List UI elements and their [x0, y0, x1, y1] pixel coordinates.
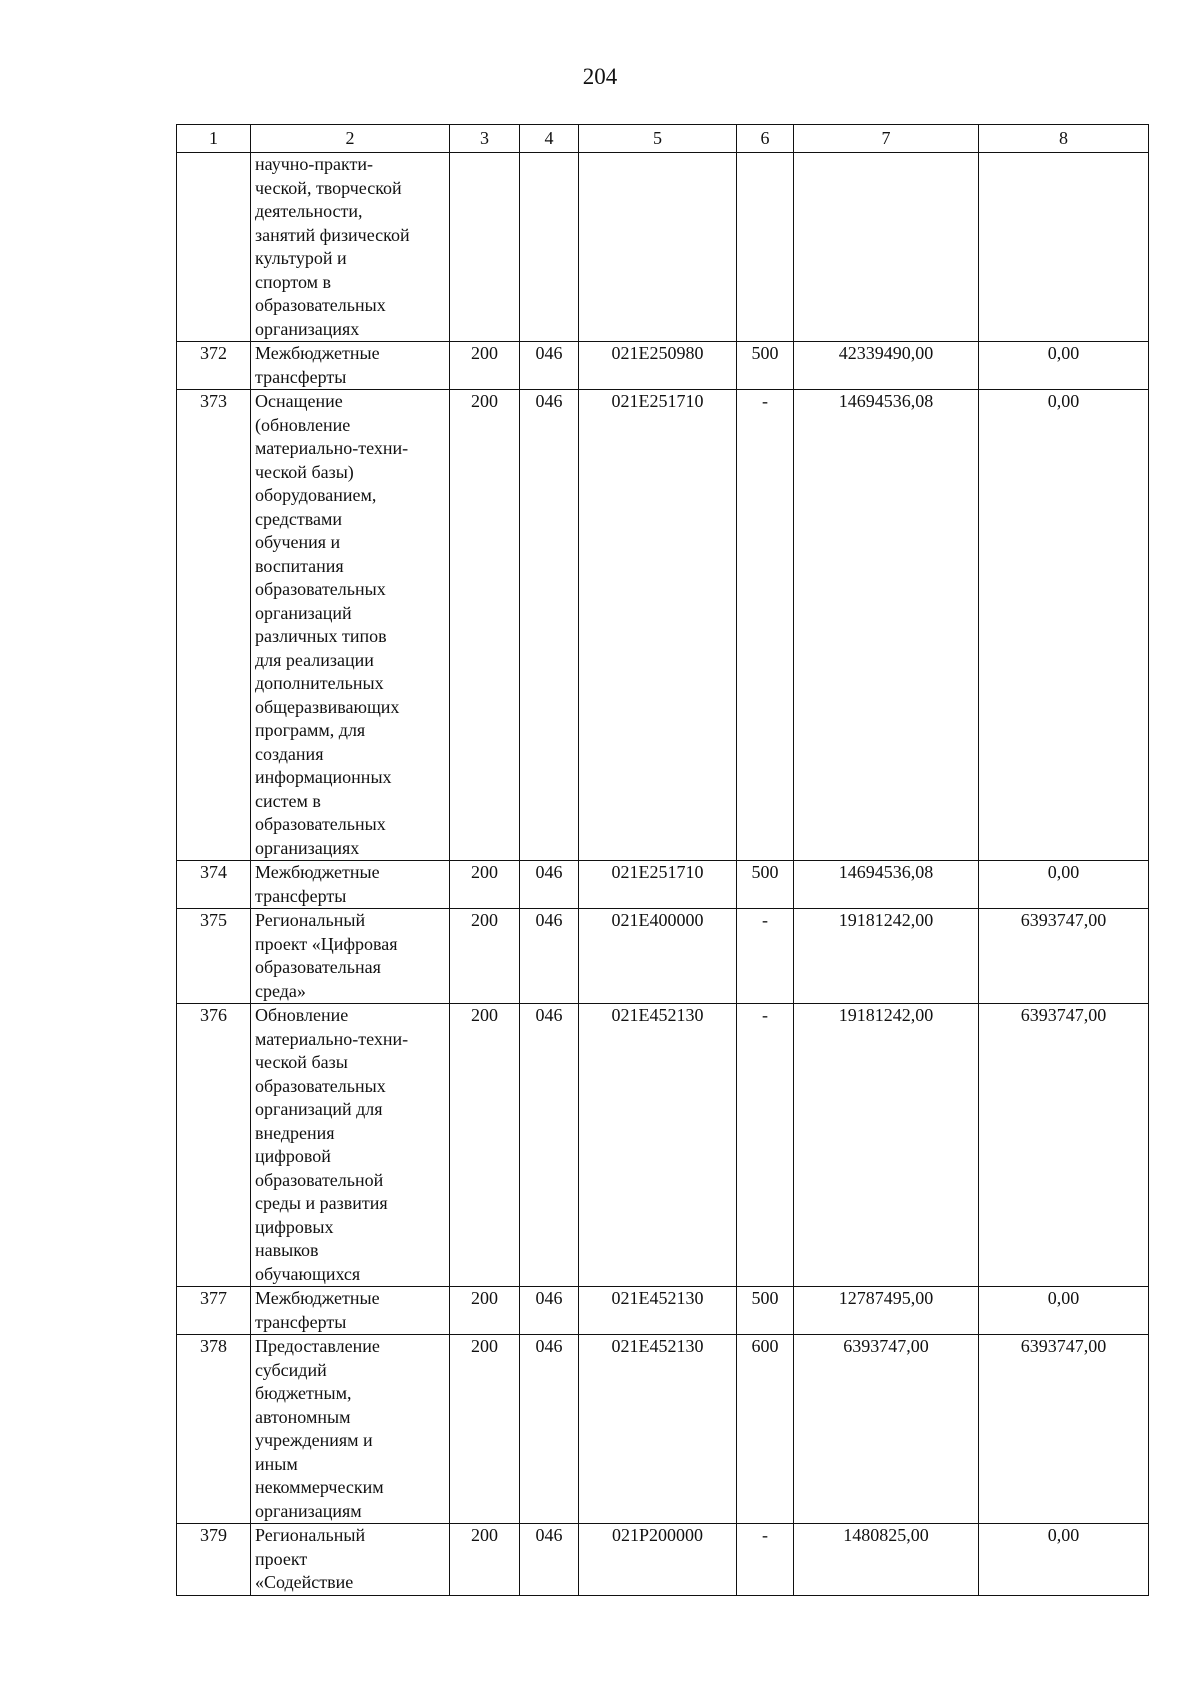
- row-number: 376: [177, 1004, 251, 1287]
- name-line: цифровой: [255, 1146, 331, 1166]
- cell-col-7: 19181242,00: [794, 909, 979, 1004]
- name-line: обучения и: [255, 532, 341, 552]
- cell-col-4: 046: [520, 1335, 579, 1524]
- name-line: проект: [255, 1548, 308, 1569]
- cell-col-4: 046: [520, 390, 579, 861]
- name-line: создания: [255, 743, 324, 764]
- cell-col-4: 046: [520, 1524, 579, 1596]
- name-line: образовательных: [255, 814, 386, 834]
- cell-col-8: 0,00: [979, 861, 1149, 909]
- row-name: [251, 861, 450, 909]
- row-number: 374: [177, 861, 251, 909]
- name-line: образовательных: [255, 1075, 386, 1096]
- name-line: образовательных: [255, 295, 386, 315]
- table-row: [177, 1335, 1149, 1524]
- cell-col-3: [450, 153, 520, 342]
- cell-col-3: 200: [450, 342, 520, 390]
- name-line: образовательной: [255, 1169, 384, 1190]
- name-line: образовательных: [255, 579, 386, 599]
- header-col-1: 1: [177, 125, 251, 153]
- name-line: воспитания: [255, 555, 344, 576]
- name-line: Межбюджетные: [255, 862, 380, 882]
- cell-col-4: 046: [520, 1287, 579, 1335]
- cell-col-4: 046: [520, 909, 579, 1004]
- cell-col-7: 19181242,00: [794, 1004, 979, 1287]
- name-line: программ, для: [255, 720, 366, 740]
- cell-col-5: [579, 153, 737, 342]
- cell-col-7: 6393747,00: [794, 1335, 979, 1524]
- name-line: дополнительных: [255, 673, 384, 693]
- cell-col-5: 021E452130: [579, 1004, 737, 1287]
- name-line: Межбюджетные: [255, 1288, 380, 1308]
- table-row: [177, 1004, 1149, 1287]
- name-line: Межбюджетные: [255, 343, 380, 363]
- name-line: ческой, творческой: [255, 177, 402, 198]
- row-name: [251, 390, 450, 861]
- header-col-3: 3: [450, 125, 520, 153]
- name-line: информационных: [255, 767, 392, 787]
- cell-col-3: 200: [450, 1524, 520, 1596]
- cell-col-7: 1480825,00: [794, 1524, 979, 1596]
- cell-col-8: 0,00: [979, 390, 1149, 861]
- page-number: 204: [582, 64, 618, 89]
- cell-col-5: 021E400000: [579, 909, 737, 1004]
- name-line: Региональный: [255, 910, 366, 930]
- name-line: занятий физической: [255, 224, 410, 245]
- row-name: [251, 1524, 450, 1596]
- header-col-4: 4: [520, 125, 579, 153]
- name-line: Предоставление: [255, 1336, 380, 1356]
- name-line: автономным: [255, 1406, 351, 1427]
- name-line: бюджетным,: [255, 1383, 352, 1403]
- name-line: образовательная: [255, 957, 381, 977]
- name-line: трансферты: [255, 366, 347, 387]
- cell-col-8: 6393747,00: [979, 1335, 1149, 1524]
- row-number: 378: [177, 1335, 251, 1524]
- cell-col-7: 12787495,00: [794, 1287, 979, 1335]
- table-row: [177, 1287, 1149, 1335]
- cell-col-5: 021E251710: [579, 390, 737, 861]
- row-number: 372: [177, 342, 251, 390]
- cell-col-5: 021P200000: [579, 1524, 737, 1596]
- cell-col-3: 200: [450, 390, 520, 861]
- name-line: оборудованием,: [255, 485, 377, 505]
- name-line: для реализации: [255, 649, 374, 670]
- header-col-7: 7: [794, 125, 979, 153]
- cell-col-6: 500: [737, 342, 794, 390]
- cell-col-7: 14694536,08: [794, 861, 979, 909]
- row-name: [251, 153, 450, 342]
- row-name: [251, 1287, 450, 1335]
- row-number: 377: [177, 1287, 251, 1335]
- name-line: материально-техни-: [255, 1028, 409, 1049]
- header-row: [177, 125, 1149, 153]
- cell-col-4: 046: [520, 342, 579, 390]
- name-line: проект «Цифровая: [255, 933, 398, 954]
- cell-col-3: 200: [450, 1004, 520, 1287]
- name-line: материально-техни-: [255, 438, 409, 458]
- row-name: [251, 1335, 450, 1524]
- name-line: различных типов: [255, 626, 387, 646]
- cell-col-6: [737, 153, 794, 342]
- row-number: [177, 153, 251, 342]
- name-line: ческой базы: [255, 1052, 348, 1072]
- name-line: организаций: [255, 602, 352, 623]
- budget-table: [176, 124, 1149, 1596]
- cell-col-3: 200: [450, 1335, 520, 1524]
- name-line: обучающихся: [255, 1263, 361, 1284]
- row-name: [251, 342, 450, 390]
- name-line: среда»: [255, 980, 306, 1001]
- name-line: трансферты: [255, 885, 347, 906]
- cell-col-8: 6393747,00: [979, 1004, 1149, 1287]
- cell-col-7: [794, 153, 979, 342]
- cell-col-8: 6393747,00: [979, 909, 1149, 1004]
- cell-col-4: 046: [520, 861, 579, 909]
- table-row: [177, 342, 1149, 390]
- name-line: спортом в: [255, 271, 332, 292]
- header-col-5: 5: [579, 125, 737, 153]
- header-col-2: 2: [251, 125, 450, 153]
- cell-col-4: 046: [520, 1004, 579, 1287]
- row-number: 373: [177, 390, 251, 861]
- cell-col-6: -: [737, 1524, 794, 1596]
- cell-col-5: 021E452130: [579, 1287, 737, 1335]
- name-line: цифровых: [255, 1216, 334, 1237]
- cell-col-6: 600: [737, 1335, 794, 1524]
- row-number: 375: [177, 909, 251, 1004]
- cell-col-8: 0,00: [979, 1287, 1149, 1335]
- table-row: [177, 153, 1149, 342]
- cell-col-5: 021E250980: [579, 342, 737, 390]
- name-line: навыков: [255, 1240, 319, 1260]
- name-line: Региональный: [255, 1525, 366, 1545]
- cell-col-5: 021E452130: [579, 1335, 737, 1524]
- name-line: Обновление: [255, 1005, 349, 1025]
- name-line: трансферты: [255, 1311, 347, 1332]
- row-name: [251, 909, 450, 1004]
- table-row: [177, 909, 1149, 1004]
- name-line: ческой базы): [255, 461, 354, 482]
- name-line: учреждениям и: [255, 1430, 373, 1450]
- name-line: (обновление: [255, 414, 351, 435]
- cell-col-3: 200: [450, 1287, 520, 1335]
- name-line: деятельности,: [255, 201, 363, 221]
- name-line: организациях: [255, 837, 360, 858]
- name-line: Оснащение: [255, 391, 343, 411]
- cell-col-8: 0,00: [979, 1524, 1149, 1596]
- cell-col-7: 14694536,08: [794, 390, 979, 861]
- cell-col-3: 200: [450, 861, 520, 909]
- name-line: «Содействие: [255, 1572, 354, 1592]
- cell-col-4: [520, 153, 579, 342]
- name-line: организациях: [255, 318, 360, 339]
- name-line: средствами: [255, 508, 343, 529]
- cell-col-7: 42339490,00: [794, 342, 979, 390]
- name-line: общеразвивающих: [255, 696, 400, 717]
- name-line: научно-практи-: [255, 154, 374, 174]
- name-line: внедрения: [255, 1122, 335, 1143]
- cell-col-5: 021E251710: [579, 861, 737, 909]
- cell-col-6: 500: [737, 861, 794, 909]
- name-line: культурой и: [255, 248, 347, 268]
- table-body: [177, 153, 1149, 1596]
- header-col-8: 8: [979, 125, 1149, 153]
- cell-col-3: 200: [450, 909, 520, 1004]
- cell-col-8: [979, 153, 1149, 342]
- header-col-6: 6: [737, 125, 794, 153]
- name-line: иным: [255, 1453, 298, 1474]
- name-line: систем в: [255, 790, 321, 811]
- cell-col-8: 0,00: [979, 342, 1149, 390]
- name-line: организациям: [255, 1500, 362, 1521]
- name-line: субсидий: [255, 1359, 327, 1380]
- cell-col-6: 500: [737, 1287, 794, 1335]
- row-number: 379: [177, 1524, 251, 1596]
- name-line: некоммерческим: [255, 1477, 384, 1497]
- cell-col-6: -: [737, 390, 794, 861]
- table-row: [177, 861, 1149, 909]
- cell-col-6: -: [737, 909, 794, 1004]
- cell-col-6: -: [737, 1004, 794, 1287]
- name-line: среды и развития: [255, 1193, 388, 1213]
- table-row: [177, 1524, 1149, 1596]
- table-row: [177, 390, 1149, 861]
- row-name: [251, 1004, 450, 1287]
- name-line: организаций для: [255, 1099, 383, 1119]
